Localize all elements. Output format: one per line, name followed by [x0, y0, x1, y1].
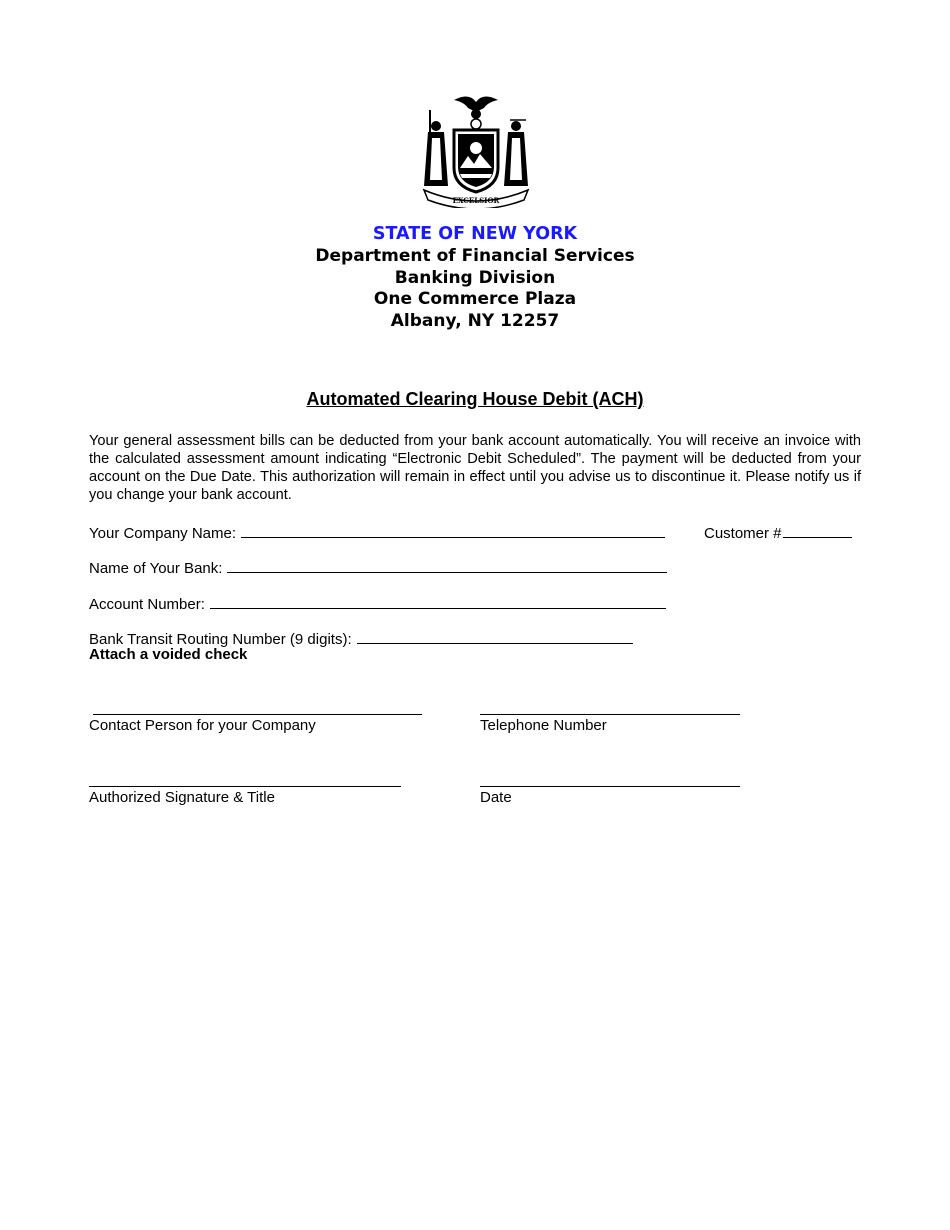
company-name-row	[89, 521, 665, 542]
state-seal	[414, 90, 538, 208]
company-name-field[interactable]	[241, 521, 665, 538]
account-number-field[interactable]	[210, 592, 666, 609]
new-york-state-seal-icon	[414, 90, 538, 208]
date-line[interactable]	[480, 786, 740, 787]
letterhead	[0, 224, 950, 333]
contact-person-line[interactable]	[93, 714, 422, 715]
customer-number-field[interactable]	[783, 521, 852, 538]
bank-name-row	[89, 556, 667, 577]
division-name: Banking Division	[394, 267, 556, 288]
company-name-label: Your Company Name:	[89, 525, 237, 542]
customer-number-row	[704, 521, 852, 542]
bank-name-label: Name of Your Bank:	[89, 560, 223, 577]
routing-number-label: Bank Transit Routing Number (9 digits):	[89, 631, 352, 648]
signature-label: Authorized Signature & Title	[89, 789, 275, 806]
city-address: Albany, NY 12257	[390, 311, 560, 332]
state-name: STATE OF NEW YORK	[372, 224, 578, 244]
bank-name-field[interactable]	[227, 556, 667, 573]
routing-number-field[interactable]	[357, 627, 633, 644]
intro-paragraph: Your general assessment bills can be deducted from your bank account automatically. You will receive an invoice with the calculated assessment amount indicating “Electronic Debit Scheduled”. The payment will be deducted from your account on the Due Date. This authorization will remain in effect until you advise us to discontinue it. Please notify us if you change your bank account.	[89, 433, 861, 503]
account-number-row	[89, 592, 666, 613]
signature-line[interactable]	[89, 786, 401, 787]
contact-person-label: Contact Person for your Company	[89, 717, 316, 734]
telephone-label: Telephone Number	[480, 717, 607, 734]
date-label: Date	[480, 789, 512, 806]
seal-motto: EXCELSIOR	[452, 196, 500, 205]
telephone-line[interactable]	[480, 714, 740, 715]
attach-check-note: Attach a voided check	[89, 646, 248, 663]
form-title: Automated Clearing House Debit (ACH)	[306, 389, 644, 409]
department-name: Department of Financial Services	[315, 245, 635, 266]
account-number-label: Account Number:	[89, 596, 205, 613]
customer-number-label: Customer #	[704, 525, 782, 542]
street-address: One Commerce Plaza	[373, 289, 577, 310]
routing-number-row	[89, 627, 633, 648]
